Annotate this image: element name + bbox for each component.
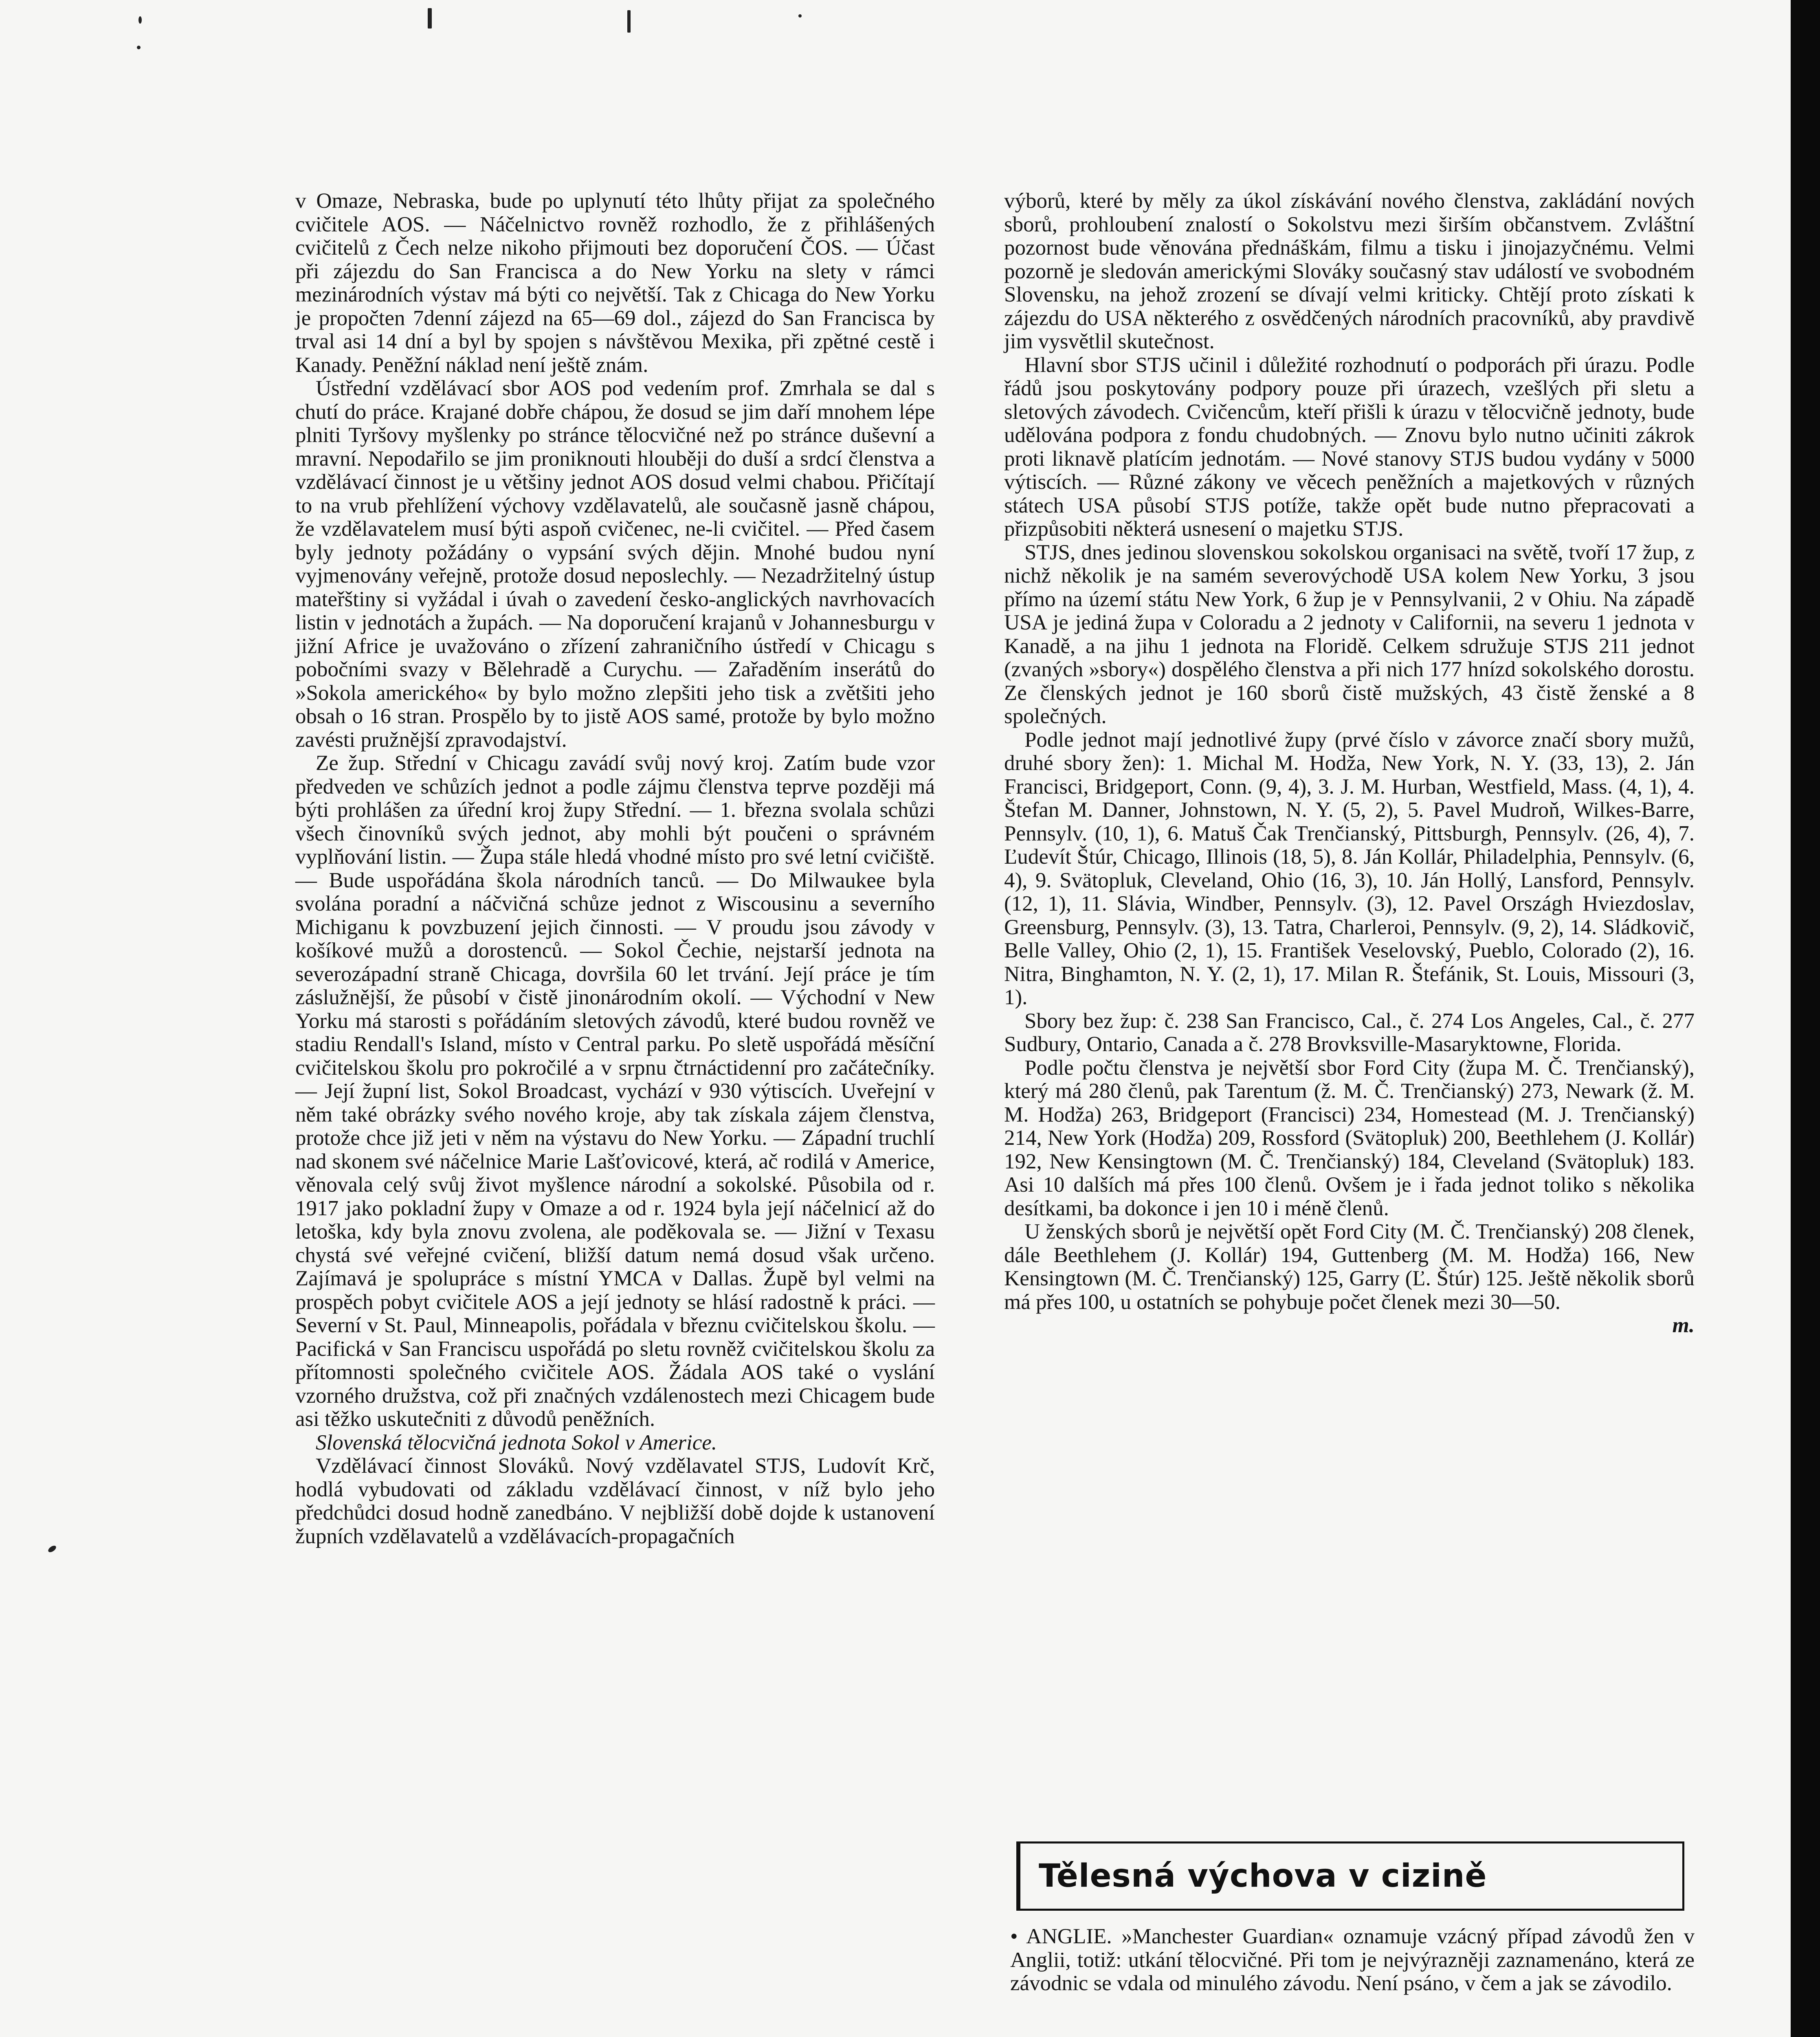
scan-speck xyxy=(138,16,142,24)
subheading xyxy=(295,1431,935,1455)
paragraph: výborů, které by měly za úkol získávání nového členstva, zakládání nových sborů, prohloubení znalostí o Sokolstvu mezi širším občanstvem. Zvláštní pozornost bude věnována přednáškám, filmu a tisku i jinojazyčnému. Velmi pozorně je sledován americkými Slováky současný stav událostí ve svobodném Slovensku, na jehož zrození se dívají velmi kriticky. Chtějí proto získati k zájezdu do USA některého z osvědčených národních pracovníků, aby pravdivě jim vysvětlil skutečnost. xyxy=(1004,189,1695,353)
scan-speck xyxy=(798,14,802,18)
paragraph: STJS, dnes jedinou slovenskou sokolskou organisaci na světě, tvoří 17 žup, z nichž několik je na samém severovýchodě USA kolem New Yorku, 3 jsou přímo na území státu New York, 6 žup je v Pennsylvanii, 2 v Ohiu. Na západě USA je jediná župa v Coloradu a 2 jednoty v Californii, na severu 1 jednota v Kanadě, a na jihu 1 jednota na Floridě. Celkem sdružuje STJS 211 jednot (zvaných »sbory«) dospělého členstva a při nich 177 hnízd sokolského dorostu. Ze členských jednot je 160 sborů čistě mužských, 43 čistě ženské a 8 společných. xyxy=(1004,540,1695,728)
foreign-news-section xyxy=(1010,1925,1695,1995)
paragraph: v Omaze, Nebraska, bude po uplynutí této lhůty přijat za společného cvičitele AOS. — Náčelnictvo rovněž rozhodlo, že z přihlášených cvičitelů z Čech nelze nikoho přijmouti bez doporučení ČOS. — Účast při zájezdu do San Francisca a do New Yorku na slety v rámci mezinárodních výstav má býti co největší. Tak z Chicaga do New Yorku je propočten 7denní zájezd na 65—69 dol., zájezd do San Francisca by trval asi 14 dní a byl by spojen s návštěvou Mexika, při zpětné cestě i Kanady. Peněžní náklad není ještě znám. xyxy=(295,189,935,377)
paragraph: Sbory bez žup: č. 238 San Francisco, Cal., č. 274 Los Angeles, Cal., č. 277 Sudbury, Ontario, Canada a č. 278 Brovksville-Masaryktowne, Florida. xyxy=(1004,1009,1695,1056)
news-item: • ANGLIE. »Manchester Guardian« oznamuje vzácný případ závodů žen v Anglii, totiž: utkání tělocvičné. Při tom je nejvýrazněji zaznamenáno, která ze závodnic se vdala od minulého závodu. Není psáno, v čem a jak se závodilo. xyxy=(1010,1925,1695,1995)
paragraph: Ústřední vzdělávací sbor AOS pod vedením prof. Zmrhala se dal s chutí do práce. Krajané dobře chápou, že dosud se jim daří mnohem lépe plniti Tyršovy myšlenky po stránce tělocvičné než po stránce duševní a mravní. Nepodařilo se jim proniknouti hlouběji do duší a srdcí členstva a vzdělávací činnost je u většiny jednot AOS dosud velmi chabou. Přičítají to na vrub přehlížení výchovy vzdělavatelů, ale současně jasně chápou, že vzdělavatelem musí býti aspoň cvičenec, ne-li cvičitel. — Před časem byly jednoty požádány o vypsání svých dějin. Mnohé budou nyní vyjmenovány veřejně, protože dosud neposlechly. — Nezadržitelný ústup mateřštiny si vyžádal i úvah o zavedení česko-anglických navrhovacích listin v jednotách a župách. — Na doporučení krajanů v Johannesburgu v jižní Africe je uvažováno o zřízení zahraničního ústředí v Chicagu s pobočními svazy v Bělehradě a Curychu. — Zařaděním inserátů do »Sokola amerického« by bylo možno zlepšiti jeho tisk a zvětšiti jeho obsah o 16 stran. Prospělo by to jistě AOS samé, protože by bylo možno zavésti pružnější zpravodajství. xyxy=(295,376,935,752)
paragraph: Podle jednot mají jednotlivé župy (prvé číslo v závorce značí sbory mužů, druhé sbory žen): 1. Michal M. Hodža, New York, N. Y. (33, 13), 2. Ján Francisci, Bridgeport, Conn. (9, 4), 3. J. M. Hurban, Westfield, Mass. (4, 1), 4. Štefan M. Danner, Johnstown, N. Y. (5, 2), 5. Pavel Mudroň, Wilkes-Barre, Pennsylv. (10, 1), 6. Matuš Čak Trenčianský, Pittsburgh, Pennsylv. (26, 4), 7. Ľudevít Štúr, Chicago, Illinois (18, 5), 8. Ján Kollár, Philadelphia, Pennsylv. (6, 4), 9. Svätopluk, Cleveland, Ohio (16, 3), 10. Ján Hollý, Lansford, Pennsylv. (12, 1), 11. Slávia, Windber, Pennsylv. (3), 12. Pavel Országh Hviezdoslav, Greensburg, Pennsylv. (3), 13. Tatra, Charleroi, Pennsylv. (9, 2), 14. Sládkovič, Belle Valley, Ohio (2, 1), 15. František Veselovský, Pueblo, Colorado (2), 16. Nitra, Binghamton, N. Y. (2, 1), 17. Milan R. Štefánik, St. Louis, Missouri (3, 1). xyxy=(1004,728,1695,1009)
paragraph: Vzdělávací činnost Slováků. Nový vzdělavatel STJS, Ludovít Krč, hodlá vybudovati od základu vzdělávací činnost, v níž bylo jeho předchůdci dosud hodně zanedbáno. V nejbližší době dojde k ustanovení župních vzdělavatelů a vzdělávacích-propagačních xyxy=(295,1454,935,1548)
left-column xyxy=(295,189,935,1548)
paragraph: Podle počtu členstva je největší sbor Ford City (župa M. Č. Trenčianský), který má 280 členů, pak Tarentum (ž. M. Č. Trenčianský) 273, Newark (ž. M. M. Hodža) 263, Bridgeport (Francisci) 234, Homestead (M. J. Trenčianský) 214, New York (Hodža) 209, Rossford (Svätopluk) 200, Beethlehem (J. Kollár) 192, New Kensingtown (M. Č. Trenčianský) 184, Cleveland (Svätopluk) 183. Asi 10 dalších má přes 100 členů. Ovšem je i řada jednot toliko s několika desítkami, ba dokonce i jen 10 i méně členů. xyxy=(1004,1056,1695,1220)
paragraph: Ze žup. Střední v Chicagu zavádí svůj nový kroj. Zatím bude vzor předveden ve schůzích jednot a podle zájmu členstva teprve později má býti prohlášen za úřední kroj župy Střední. — 1. března svolala schůzi všech činovníků svých jednot, aby mohli být poučeni o správném vyplňování listin. — Župa stále hledá vhodné místo pro své letní cvičiště. — Bude uspořádána škola národních tanců. — Do Milwaukee byla svolána poradní a náčvičná schůze jednot z Wiscousinu a severního Michiganu k povzbuzení jejich činnosti. — V proudu jsou závody v košíkové mužů a dorostenců. — Sokol Čechie, nejstarší jednota na severozápadní straně Chicaga, dovršila 60 let trvání. Její práce je tím záslužnější, že působí v čistě jinonárodním okolí. — Východní v New Yorku má starosti s pořádáním sletových závodů, které budou rovněž ve stadiu Rendall's Island, místo v Central parku. Po sletě uspořádá měsíční cvičitelskou školu pro pokročilé a v srpnu čtrnáctidenní pro začátečníky. — Její župní list, Sokol Broadcast, vychází v 930 výtiscích. Uveřejní v něm také obrázky svého nového kroje, aby tak získala zájem členstva, protože chce již jeti v něm na výstavu do New Yorku. — Západní truchlí nad skonem své náčelnice Marie Lašťovicové, která, ač rodilá v Americe, věnovala celý svůj život myšlence národní a sokolské. Působila od r. 1917 jako pokladní župy v Omaze a od r. 1924 byla její náčelnicí až do letoška, kdy byla znovu zvolena, ale poděkovala se. — Jižní v Texasu chystá své veřejné cvičení, bližší datum nemá dosud však určeno. Zajímavá je spolupráce s místní YMCA v Dallas. Župě byl velmi na prospěch pobyt cvičitele AOS a její jednoty se hlásí radostně k práci. — Severní v St. Paul, Minneapolis, pořádala v březnu cvičitelskou školu. — Pacifická v San Franciscu uspořádá po sletu rovněž cvičitelskou školu za přítomnosti společného cvičitele AOS. Žádala AOS také o vyslání vzorného družstva, což při značných vzdálenostech mezi Chicagem bude asi těžko uskutečniti z důvodů peněžních. xyxy=(295,751,935,1431)
scan-speck xyxy=(47,1544,57,1553)
scan-border xyxy=(1791,0,1820,2037)
paragraph: U ženských sborů je největší opět Ford City (M. Č. Trenčianský) 208 členek, dále Beethlehem (J. Kollár) 194, Guttenberg (M. M. Hodža) 166, New Kensingtown (M. Č. Trenčianský) 125, Garry (Ľ. Štúr) 125. Ještě několik sborů má přes 100, u ostatních se pohybuje počet členek mezi 30—50. xyxy=(1004,1220,1695,1314)
scan-speck xyxy=(627,10,631,33)
scan-speck xyxy=(137,46,141,49)
author-signature: m. xyxy=(1672,1313,1695,1337)
section-heading-box xyxy=(1016,1841,1684,1911)
scan-speck xyxy=(428,8,432,29)
paragraph: Hlavní sbor STJS učinil i důležité rozhodnutí o podporách při úrazu. Podle řádů jsou poskytovány podpory pouze při úrazech, vzešlých při sletu a sletových závodech. Cvičencům, kteří přišli k úrazu v tělocvičně jednoty, bude udělována podpora z fondu chudobných. — Znovu bylo nutno učiniti zákrok proti liknavě platícím jednotám. — Nové stanovy STJS budou vydány v 5000 výtiscích. — Různé zákony ve věcech peněžních a majetkových v různých státech USA působí STJS potíže, takže opět bude nutno přepracovati a přizpůsobiti některá usnesení o majetku STJS. xyxy=(1004,353,1695,541)
section-heading: Tělesná výchova v cizině xyxy=(1039,1858,1487,1894)
subheading-text: Slovenská tělocvičná jednota Sokol v Americe. xyxy=(316,1430,717,1454)
right-column xyxy=(1004,189,1695,1337)
